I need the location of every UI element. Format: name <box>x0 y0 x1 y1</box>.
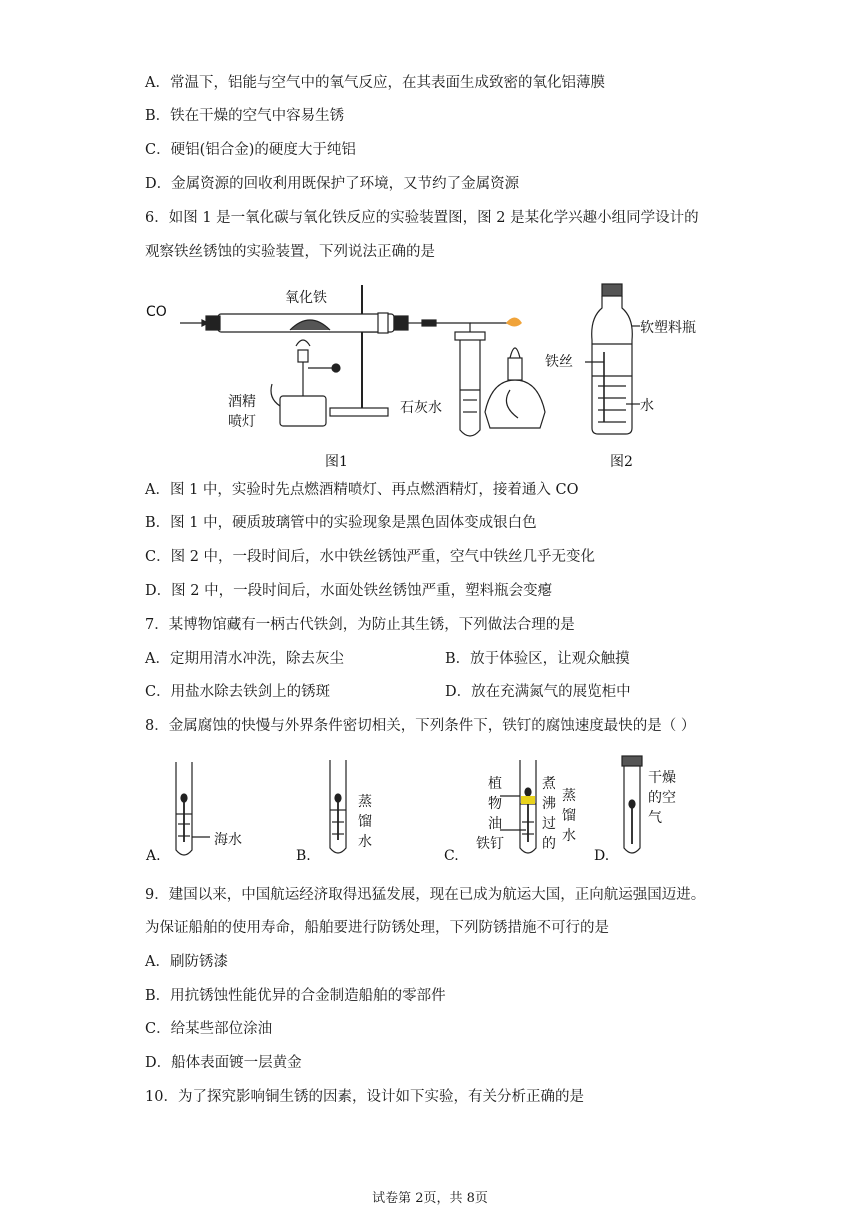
co-label: CO <box>146 304 167 320</box>
q8-option-c: C. <box>444 848 459 864</box>
fe2o3-label: 氧化铁 <box>285 290 327 306</box>
figure-2-caption: 图2 <box>610 454 633 470</box>
q7-stem: 7．某博物馆藏有一柄古代铁剑，为防止其生锈，下列做法合理的是 <box>145 617 575 633</box>
figure-2-bottle <box>540 282 720 472</box>
lamp-label-line1: 酒精 <box>228 394 256 410</box>
q5-option-b: B．铁在干燥的空气中容易生锈 <box>145 108 345 124</box>
lamp-label-line2: 喷灯 <box>228 414 256 430</box>
q7-option-d: D．放在充满氮气的展览柜中 <box>445 684 631 700</box>
c-oil-2: 物 <box>488 796 502 812</box>
page-footer: 试卷第 2页，共 8页 <box>372 1191 488 1206</box>
d-label-2: 的空 <box>648 790 676 806</box>
q6-option-c: C．图 2 中，一段时间后，水中铁丝锈蚀严重，空气中铁丝几乎无变化 <box>145 549 596 565</box>
q8-test-tubes-figure <box>140 752 676 867</box>
q6-option-b: B．图 1 中，硬质玻璃管中的实验现象是黑色固体变成银白色 <box>145 515 537 531</box>
figure-1-caption: 图1 <box>325 454 348 470</box>
a-label-seawater: 海水 <box>214 832 242 848</box>
q5-option-a: A．常温下，铝能与空气中的氧气反应，在其表面生成致密的氧化铝薄膜 <box>145 75 605 91</box>
c-boiled-1: 煮 <box>542 776 556 792</box>
q8-stem: 8．金属腐蚀的快慢与外界条件密切相关，下列条件下，铁钉的腐蚀速度最快的是（ ） <box>145 718 696 734</box>
q6-option-d: D．图 2 中，一段时间后，水面处铁丝锈蚀严重，塑料瓶会变瘪 <box>145 583 553 599</box>
q7-option-c: C．用盐水除去铁剑上的锈斑 <box>145 684 331 700</box>
c-oil-1: 植 <box>488 776 502 792</box>
q7-option-b: B．放于体验区，让观众触摸 <box>445 651 630 667</box>
limewater-label: 石灰水 <box>400 400 442 416</box>
b-label-2: 馏 <box>358 814 372 830</box>
q6-stem-line1: 6．如图 1 是一氧化碳与氧化铁反应的实验装置图，图 2 是某化学兴趣小组同学设计的 <box>145 210 699 226</box>
q9-option-b: B．用抗锈蚀性能优异的合金制造船舶的零部件 <box>145 988 446 1004</box>
q8-option-b: B. <box>296 848 311 864</box>
q9-stem-line2: 为保证船舶的使用寿命，船舶要进行防锈处理，下列防锈措施不可行的是 <box>145 920 609 936</box>
bottle-label: 软塑料瓶 <box>640 320 696 336</box>
q6-option-a: A．图 1 中，实验时先点燃酒精喷灯、再点燃酒精灯，接着通入 CO <box>145 482 579 498</box>
d-label-3: 气 <box>648 810 662 826</box>
q9-option-d: D．船体表面镀一层黄金 <box>145 1055 302 1071</box>
q7-option-a: A．定期用清水冲洗，除去灰尘 <box>145 651 344 667</box>
q9-stem-line1: 9．建国以来，中国航运经济取得迅猛发展，现在已成为航运大国，正向航运强国迈进。 <box>145 887 706 903</box>
c-boiled-2: 沸 <box>542 796 556 812</box>
b-label-3: 水 <box>358 834 372 850</box>
q10-stem: 10．为了探究影响铜生锈的因素，设计如下实验，有关分析正确的是 <box>145 1089 584 1105</box>
c-oil-3: 油 <box>488 816 502 832</box>
c-distilled-1: 蒸 <box>562 788 576 804</box>
q6-stem-line2: 观察铁丝锈蚀的实验装置，下列说法正确的是 <box>145 244 435 260</box>
d-label-1: 干燥 <box>648 770 676 786</box>
wire-label: 铁丝 <box>545 354 573 370</box>
c-nail-label: 铁钉 <box>476 836 504 852</box>
water-label: 水 <box>640 398 654 414</box>
q5-option-c: C．硬铝(铝合金)的硬度大于纯铝 <box>145 142 356 158</box>
figure-1-apparatus <box>140 280 530 470</box>
q9-option-c: C．给某些部位涂油 <box>145 1021 273 1037</box>
c-distilled-2: 馏 <box>562 808 576 824</box>
c-distilled-3: 水 <box>562 828 576 844</box>
q5-option-d: D．金属资源的回收利用既保护了环境，又节约了金属资源 <box>145 176 520 192</box>
c-boiled-4: 的 <box>542 836 556 852</box>
b-label-1: 蒸 <box>358 794 372 810</box>
q8-option-a: A. <box>146 848 161 864</box>
c-boiled-3: 过 <box>542 816 556 832</box>
q8-option-d: D. <box>594 848 610 864</box>
q9-option-a: A．刷防锈漆 <box>145 954 228 970</box>
